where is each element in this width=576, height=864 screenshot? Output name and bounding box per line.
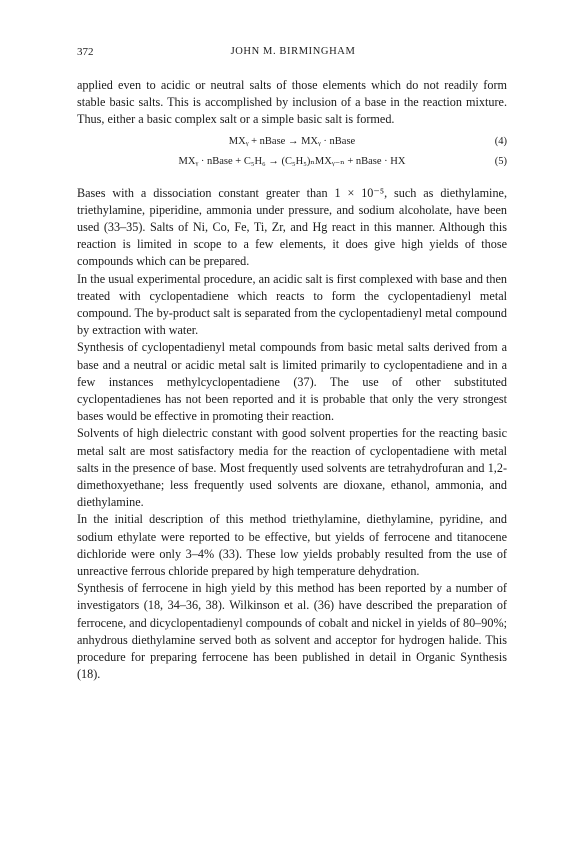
paragraph: Bases with a dissociation constant greater than 1 × 10⁻⁵, such as diethylamine, triethylamine, piperidine, ammonia under pressure, and sodium alcoholate, have been used (33–35). Salts of Ni, Co, Fe, Ti, Zr, and Hg react in this manner. Although this reaction is limited in scope to a few elements, it does give high yields of those compounds which can be prepared. — [77, 185, 507, 269]
equation-text: MXᵧ · nBase + C₅H₆ → (C₅H₅)ₙMXᵧ₋ₙ + nBase · HX — [178, 155, 406, 167]
body-text — [77, 77, 507, 684]
paragraph: Synthesis of ferrocene in high yield by this method has been reported by a number of investigators (18, 34–36, 38). Wilkinson et al. (36) have described the preparation of ferrocene, and dicyclopentadienyl compounds of cobalt and nickel in yields of 80–90%; anhydrous diethylamine served both as solvent and acceptor for hydrogen halide. This procedure for preparing ferrocene has been published in detail in Organic Synthesis (18). — [77, 581, 507, 682]
equation-number: (4) — [494, 135, 507, 147]
equation-text: MXᵧ + nBase → MXᵧ · nBase — [228, 135, 356, 147]
paragraph-continued: applied even to acidic or neutral salts of those elements which do not readily form stable basic salts. This is accomplished by inclusion of a base in the reaction mixture. Thus, either a basic complex salt or a simple basic salt is formed. — [77, 78, 507, 127]
running-head: JOHN M. BIRMINGHAM — [230, 46, 356, 57]
paragraph: Solvents of high dielectric constant with good solvent properties for the reacting basic metal salt are most satisfactory media for the reaction of cyclopentadiene with metal salts in the presence of base. Most frequently used solvents are tetrahydrofuran and 1,2-dimethoxyethane; less frequently used solvents are dioxane, ethanol, ammonia, and diethylamine. — [77, 426, 507, 510]
equation-block — [77, 132, 507, 172]
paragraph: Synthesis of cyclopentadienyl metal compounds from basic metal salts derived from a base and a neutral or acidic metal salt is limited primarily to cyclopentadiene and in a few instances methylcyclopentadiene (37). The use of other substituted cyclopentadienes has not been reported and it is probable that only the very strongest bases would be effective in promoting their reaction. — [77, 340, 507, 424]
equation-5 — [77, 152, 507, 172]
page-header — [77, 44, 509, 60]
page-number: 372 — [77, 46, 94, 58]
equation-number: (5) — [494, 155, 507, 167]
equation-4 — [77, 132, 507, 152]
paragraph: In the initial description of this method triethylamine, diethylamine, pyridine, and sodium ethylate were reported to be effective, but yields of ferrocene and titanocene dichloride were only 3–4% (33). These low yields probably resulted from the use of unreactive ferrous chloride prepared by high temperature dehydration. — [77, 512, 507, 579]
paragraph: In the usual experimental procedure, an acidic salt is first complexed with base and then treated with cyclopentadiene which reacts to form the cyclopentadienyl metal compound. The by-product salt is separated from the cyclopentadienyl metal compound by extraction with water. — [77, 271, 507, 338]
